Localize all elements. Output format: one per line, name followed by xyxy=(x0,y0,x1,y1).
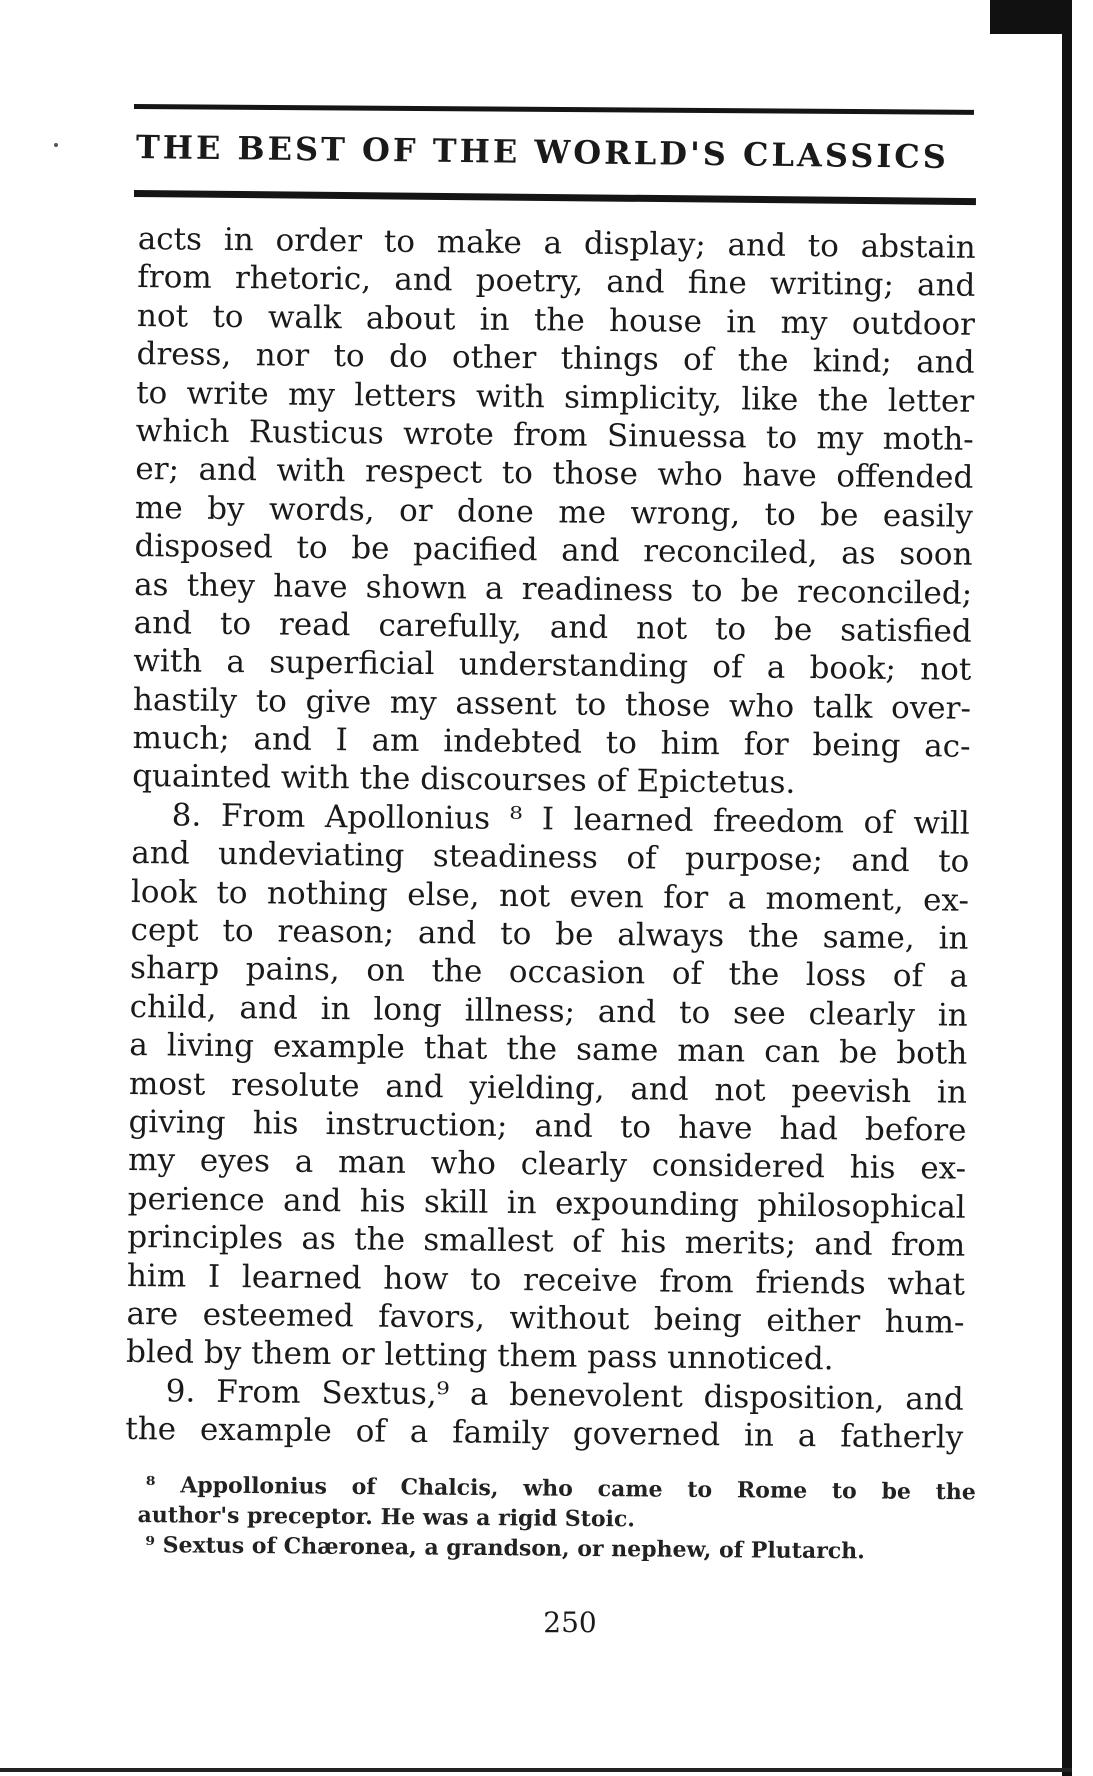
text-line: dress, nor to do other things of the kind; and xyxy=(136,336,975,381)
text-line: him I learned how to receive from friends what xyxy=(126,1257,966,1303)
text-line: giving his instruction; and to have had before xyxy=(128,1103,967,1149)
text-line: bled by them or letting them pass unnoticed. xyxy=(125,1334,834,1378)
text-line: acts in order to make a display; and to abstain xyxy=(137,220,976,266)
text-line: most resolute and yielding, and not peevish in xyxy=(128,1065,968,1111)
text-line: the example of a family governed in a fatherly xyxy=(125,1411,964,1456)
text-line: child, and in long illness; and to see clearly in xyxy=(129,988,968,1034)
text-line: and undeviating steadiness of purpose; and to xyxy=(131,835,970,880)
text-line: much; and I am indebted to him for being ac- xyxy=(132,720,971,765)
text-line: disposed to be pacified and reconciled, as soon xyxy=(134,528,973,573)
text-line: a living example that the same man can be both xyxy=(129,1027,968,1072)
text-line: hastily to give my assent to those who talk over- xyxy=(132,681,972,727)
footnotes xyxy=(137,1470,976,1567)
footnote-8-continued: author's preceptor. He was a rigid Stoic. xyxy=(137,1501,636,1533)
text-line: quainted with the discourses of Epictetus. xyxy=(131,758,796,802)
text-line: er; and with respect to those who have offended xyxy=(135,451,974,497)
page-corner-shadow xyxy=(990,0,1072,34)
text-line: my eyes a man who clearly considered his ex- xyxy=(127,1142,967,1188)
text-line: to write my letters with simplicity, like the letter xyxy=(136,374,975,420)
text-line: me by words, or done me wrong, to be easily xyxy=(134,489,974,535)
text-line: not to walk about in the house in my outdoor xyxy=(136,297,976,343)
footnote-9: ⁹ Sextus of Chæronea, a grandson, or nephew, of Plutarch. xyxy=(145,1532,865,1565)
text-line: as they have shown a readiness to be reconciled; xyxy=(133,566,973,612)
text-line: with a superficial understanding of a book; not xyxy=(133,643,972,689)
page-bottom-edge xyxy=(0,1768,1072,1772)
text-line: sharp pains, on the occasion of the loss of a xyxy=(129,950,969,996)
text-line: perience and his skill in expounding philosophical xyxy=(127,1180,966,1226)
running-head: THE BEST OF THE WORLD'S CLASSICS xyxy=(135,128,950,176)
text-line: and to read carefully, and not to be satisfied xyxy=(133,604,972,650)
text-line: which Rusticus wrote from Sinuessa to my moth- xyxy=(135,412,974,458)
body-text xyxy=(125,220,976,1457)
text-line: principles as the smallest of his merits; and from xyxy=(127,1219,966,1264)
footnote-8: ⁸ Appollonius of Chalcis, who came to Rome to be the xyxy=(145,1472,976,1506)
text-line: are esteemed favors, without being either hum- xyxy=(126,1295,965,1341)
paragraph-8-start: 8. From Apollonius ⁸ I learned freedom of will xyxy=(171,797,970,842)
text-line: look to nothing else, not even for a moment, ex- xyxy=(130,873,970,919)
text-line: from rhetoric, and poetry, and fine writing; and xyxy=(137,259,976,305)
header-rule-bottom xyxy=(134,190,976,205)
paragraph-9-start: 9. From Sextus,⁹ a benevolent disposition, and xyxy=(165,1373,964,1418)
page-number: 250 xyxy=(543,1606,597,1639)
text-line: cept to reason; and to be always the same, in xyxy=(130,911,969,957)
header-rule-top xyxy=(134,104,974,115)
page-right-edge xyxy=(1062,30,1072,1776)
scan-speck xyxy=(54,143,58,147)
